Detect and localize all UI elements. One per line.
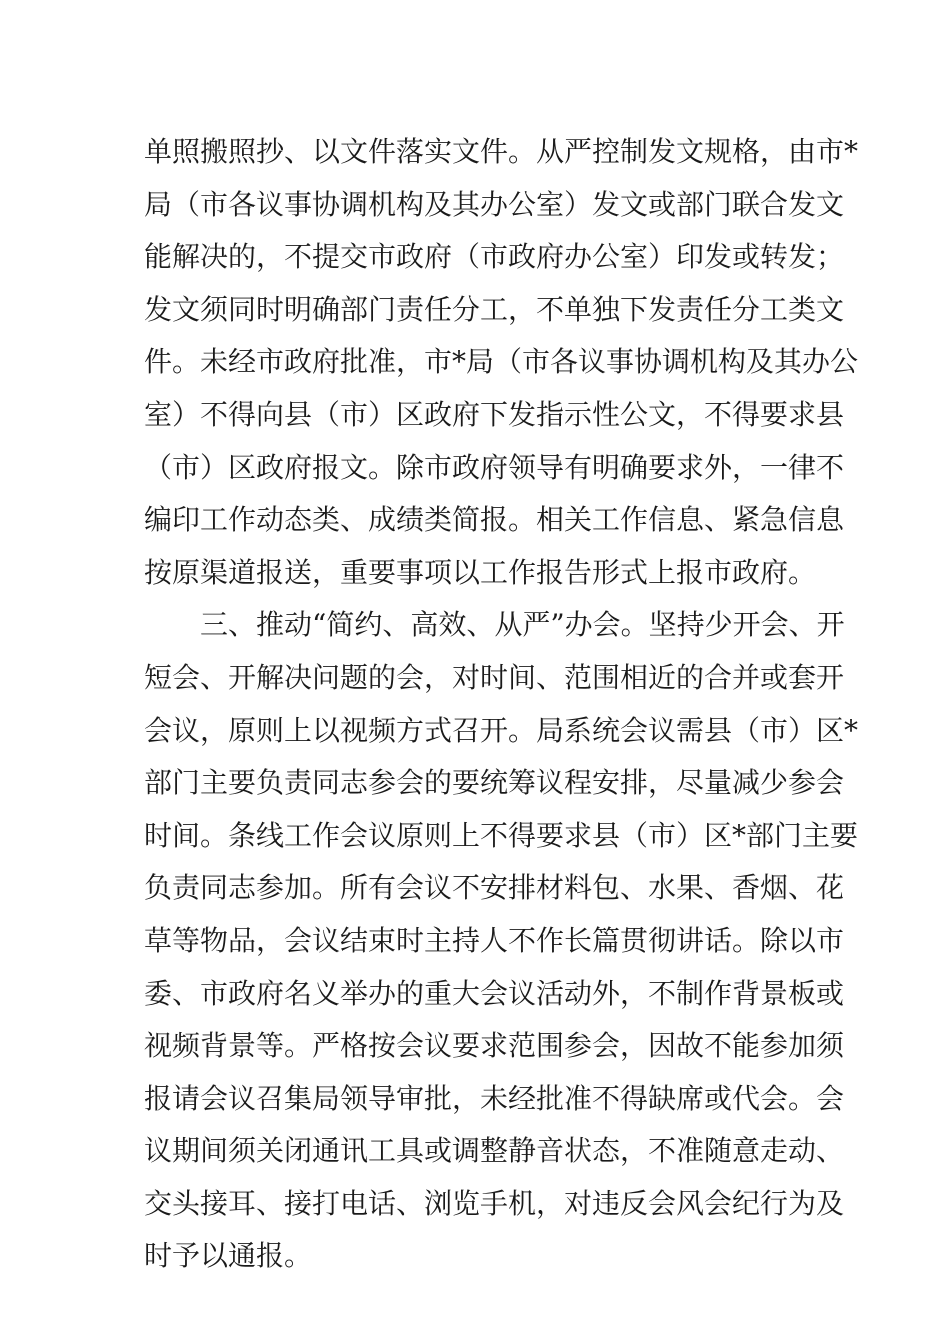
text-line: 编印工作动态类、成绩类简报。相关工作信息、紧急信息 [144, 503, 845, 537]
text-line: 视频背景等。严格按会议要求范围参会，因故不能参加须 [144, 1029, 845, 1063]
text-line: 按原渠道报送，重要事项以工作报告形式上报市政府。 [144, 555, 817, 589]
text-line: 委、市政府名义举办的重大会议活动外，不制作背景板或 [144, 976, 845, 1010]
text-line: 能解决的，不提交市政府（市政府办公室）印发或转发； [144, 240, 845, 274]
section-heading-line: 三、推动“简约、高效、从严”办会。坚持少开会、开 [200, 608, 845, 642]
text-line: 发文须同时明确部门责任分工，不单独下发责任分工类文 [144, 292, 845, 326]
text-line: 交头接耳、接打电话、浏览手机，对违反会风会纪行为及 [144, 1186, 845, 1220]
text-line: 单照搬照抄、以文件落实文件。从严控制发文规格，由市* [144, 135, 859, 168]
text-line: 会议，原则上以视频方式召开。局系统会议需县（市）区* [144, 713, 859, 747]
text-line: 局（市各议事协调机构及其办公室）发文或部门联合发文 [144, 187, 845, 221]
text-line: 议期间须关闭通讯工具或调整静音状态，不准随意走动、 [144, 1134, 845, 1168]
text-line: 草等物品，会议结束时主持人不作长篇贯彻讲话。除以市 [144, 923, 845, 957]
text-line: （市）区政府报文。除市政府领导有明确要求外，一律不 [144, 450, 845, 484]
text-line: 负责同志参加。所有会议不安排材料包、水果、香烟、花 [144, 871, 845, 905]
text-line: 室）不得向县（市）区政府下发指示性公文，不得要求县 [144, 397, 845, 431]
text-line: 部门主要负责同志参会的要统筹议程安排，尽量减少参会 [144, 766, 845, 800]
text-line: 件。未经市政府批准，市*局（市各议事协调机构及其办公 [144, 345, 859, 379]
text-line: 报请会议召集局领导审批，未经批准不得缺席或代会。会 [144, 1081, 845, 1115]
document-body [144, 126, 859, 1283]
text-line: 时间。条线工作会议原则上不得要求县（市）区*部门主要 [144, 818, 859, 852]
text-line: 时予以通报。 [144, 1239, 313, 1273]
text-line: 短会、开解决问题的会，对时间、范围相近的合并或套开 [144, 660, 845, 694]
